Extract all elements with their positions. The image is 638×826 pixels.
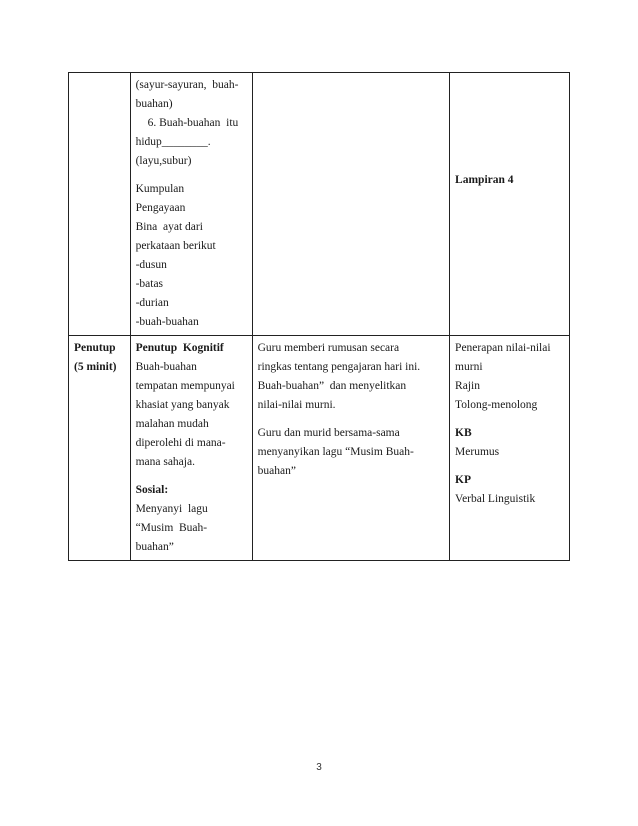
teacher-line: Buah-buahan” dan menyelitkan: [257, 380, 407, 392]
activity-line: Buah-buahan: [135, 361, 197, 373]
values-line: murni: [455, 361, 483, 373]
kp-heading: KP: [455, 474, 472, 486]
sosial-line: “Musim Buah-: [135, 522, 208, 534]
sosial-line: buahan”: [135, 541, 174, 553]
kb-heading: KB: [455, 427, 472, 439]
kumpulan-line: -durian: [135, 297, 169, 309]
kumpulan-line: Bina ayat dari: [135, 221, 203, 233]
activity-line: 6. Buah-buahan itu: [147, 117, 239, 129]
sosial-line: Menyanyi lagu: [135, 503, 208, 515]
kb-value: Merumus: [455, 446, 500, 458]
kumpulan-line: -batas: [135, 278, 164, 290]
kp-value: Verbal Linguistik: [455, 493, 536, 505]
lesson-plan-table: [68, 72, 570, 561]
kumpulan-line: -buah-buahan: [135, 316, 199, 328]
kumpulan-line: Pengayaan: [135, 202, 186, 214]
values-line: Rajin: [455, 380, 480, 392]
teacher-line: Guru dan murid bersama-sama: [257, 427, 400, 439]
table-row: [69, 336, 570, 561]
activity-line: tempatan mempunyai: [135, 380, 235, 392]
activity-line: mana sahaja.: [135, 456, 195, 468]
phase-duration: (5 minit): [74, 361, 117, 373]
activity-line: (layu,subur): [135, 155, 192, 167]
sosial-heading: Sosial:: [135, 484, 169, 496]
cell-phase: [69, 336, 131, 561]
activity-line: (sayur-sayuran, buah-: [135, 79, 239, 91]
activity-line: hidup________.: [135, 136, 211, 148]
page-number: 3: [316, 762, 322, 773]
cell-phase-empty: [69, 73, 131, 336]
kumpulan-line: -dusun: [135, 259, 167, 271]
activity-heading: Penutup Kognitif: [135, 342, 224, 354]
cell-teacher-empty: [252, 73, 449, 336]
cell-teacher: [252, 336, 449, 561]
teacher-line: nilai-nilai murni.: [257, 399, 336, 411]
lampiran-label: Lampiran 4: [455, 174, 514, 186]
values-line: Tolong-menolong: [455, 399, 538, 411]
activity-line: khasiat yang banyak: [135, 399, 230, 411]
cell-activity: [130, 73, 252, 336]
phase-title: Penutup: [74, 342, 116, 354]
kumpulan-line: Kumpulan: [135, 183, 185, 195]
cell-activity: [130, 336, 252, 561]
table-row: [69, 73, 570, 336]
activity-line: malahan mudah: [135, 418, 209, 430]
teacher-line: menyanyikan lagu “Musim Buah-: [257, 446, 414, 458]
teacher-line: ringkas tentang pengajaran hari ini.: [257, 361, 421, 373]
activity-line: buahan): [135, 98, 173, 110]
teacher-line: buahan”: [257, 465, 296, 477]
values-line: Penerapan nilai-nilai: [455, 342, 551, 354]
cell-notes: [450, 73, 570, 336]
kumpulan-line: perkataan berikut: [135, 240, 216, 252]
cell-notes: [450, 336, 570, 561]
activity-line: diperolehi di mana-: [135, 437, 226, 449]
teacher-line: Guru memberi rumusan secara: [257, 342, 400, 354]
